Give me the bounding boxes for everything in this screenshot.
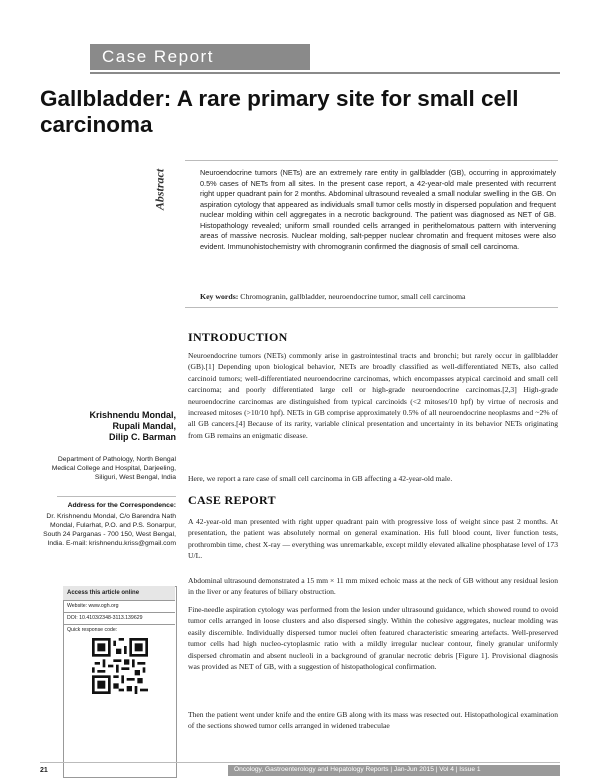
correspondence-address: Dr. Krishnendu Mondal, C/o Barendra Nath Mondal, Fularhat, P.O. and P.S. Sonarpur, South 24 Parganas - 700 150, West Bengal, India. E-mail: krishnendu.kriss@gmail.com xyxy=(43,513,176,547)
page-number: 21 xyxy=(40,767,48,774)
journal-citation: Oncology, Gastroenterology and Hepatology Reports | Jan-Jun 2015 | Vol 4 | Issue 1 xyxy=(234,766,481,773)
author-list xyxy=(40,410,176,443)
author-name: Krishnendu Mondal, xyxy=(89,410,176,420)
keywords-label: Key words: xyxy=(200,292,239,301)
section-heading-introduction: INTRODUCTION xyxy=(188,330,288,344)
paragraph: Then the patient went under knife and the entire GB along with its mass was resected out. Histopathological examination of the sections showed tumor cells arranged in widened trabeculae xyxy=(188,710,558,731)
qr-code-icon[interactable] xyxy=(92,638,148,694)
footer-rule xyxy=(40,762,560,763)
header-rule xyxy=(90,72,560,74)
access-doi[interactable]: DOI: 10.4103/2348-3113.139629 xyxy=(63,612,175,625)
section-heading-case-report: CASE REPORT xyxy=(188,493,276,507)
correspondence-heading: Address for the Correspondence: xyxy=(67,502,176,509)
paragraph: Here, we report a rare case of small cell carcinoma in GB affecting a 42-year-old male. xyxy=(188,474,453,483)
paragraph: Fine-needle aspiration cytology was performed from the lesion under ultrasound guidance, which showed round to ovoid tumor cells arranged in loose clusters and also dispersed singly. Within the cohesive aggregates, nuclear molding was easily discernible. Individually dispersed tumor nuclei often featured characteristic smearing artefacts. Well-preserved tumor cells had high nucleo-cytoplasmic ratio with a mildly irregular nuclear contour, finely granular uniformly dispersed chromatin and absent nucleoli in a background of granular necrotic debris [Figure 1]. Provisional diagnosis was provided as NET of GB, with a suggestion of histopathological confirmation. xyxy=(188,605,558,672)
paragraph: A 42-year-old man presented with right upper quadrant pain with progressive loss of weight since past 2 months. At presentation, the patient was absolutely normal on general examination. His full blood count, liver function tests, prothrombin time, chest X-ray — everything was unremarkable, except mildly elevated alkaline phosphatase level of 173 U/L. xyxy=(188,517,558,561)
paragraph: Abdominal ultrasound demonstrated a 15 mm × 11 mm mixed echoic mass at the neck of GB without any residual lesion in the liver or any features of biliary obstruction. xyxy=(188,576,558,597)
author-name: Rupali Mandal, xyxy=(112,421,176,431)
access-heading: Access this article online xyxy=(63,586,175,601)
affiliation: Department of Pathology, North Bengal Medical College and Hospital, Darjeeling, Siliguri, West Bengal, India xyxy=(51,456,176,481)
access-quick-code: Quick response code: xyxy=(67,627,118,633)
paragraph: Neuroendocrine tumors (NETs) commonly arise in gastrointestinal tracts and bronchi; but rarely occur in gallbladder (GB).[1] Depending upon biological behavior, NETs are broadly classified as well-differentiated NETs, also called carcinoid tumors; well-differentiated neuroendocrine carcinomas, which encompasses atypical carcinoid and small cell carcinoma; and poorly differentiated large cell or high-grade neuroendocrine carcinomas.[2,3] High-grade neuroendocrine carcinomas are distinguished from typical carcinoids (<2 mitoses/10 hpf) by virtue of necrosis and increased mitoses (>10/10 hpf). NETs in GB comprise approximately 0.5% of all neuroendocrine neoplasms and ~2% of all GB cancers.[4] Because of its rarity, variable clinical presentation and uncertainty in its behavior NETs originating from GB remains an enigmatic disease. xyxy=(188,351,558,440)
divider xyxy=(57,496,176,497)
section-label: Case Report xyxy=(102,47,214,66)
abstract-label: Abstract xyxy=(152,168,167,211)
keywords-list: Chromogranin, gallbladder, neuroendocrine tumor, small cell carcinoma xyxy=(240,292,466,301)
access-website[interactable]: Website: www.ogh.org xyxy=(63,600,175,613)
keywords xyxy=(200,292,556,302)
author-name: Dilip C. Barman xyxy=(108,432,176,442)
article-title: Gallbladder: A rare primary site for small cell carcinoma xyxy=(40,86,519,137)
abstract-text: Neuroendocrine tumors (NETs) are an extremely rare entity in gallbladder (GB), occurring in approximately 0.5% cases of NETs from all sites. In the present case report, a 42-year-old male presented with recurrent right upper quadrant pain for 2 months. Abdominal ultrasound revealed a small nodular swelling in the GB. On aspiration cytology that appeared as individuals small tumor cells mostly in dispersed population and frequent nuclear molding within cell aggregates in a necrotic background. The patient was diagnosed as NET of GB. Histopathology revealed; uniform small rounded cells arranged in perithelomatous pattern with intervening areas of massive necrosis. Nuclear molding, salt-pepper nuclear chromatin and frequent mitoses were also evident. Immunohistochemistry with chromogranin confirmed the diagnosis of small cell carcinoma. xyxy=(200,168,556,251)
